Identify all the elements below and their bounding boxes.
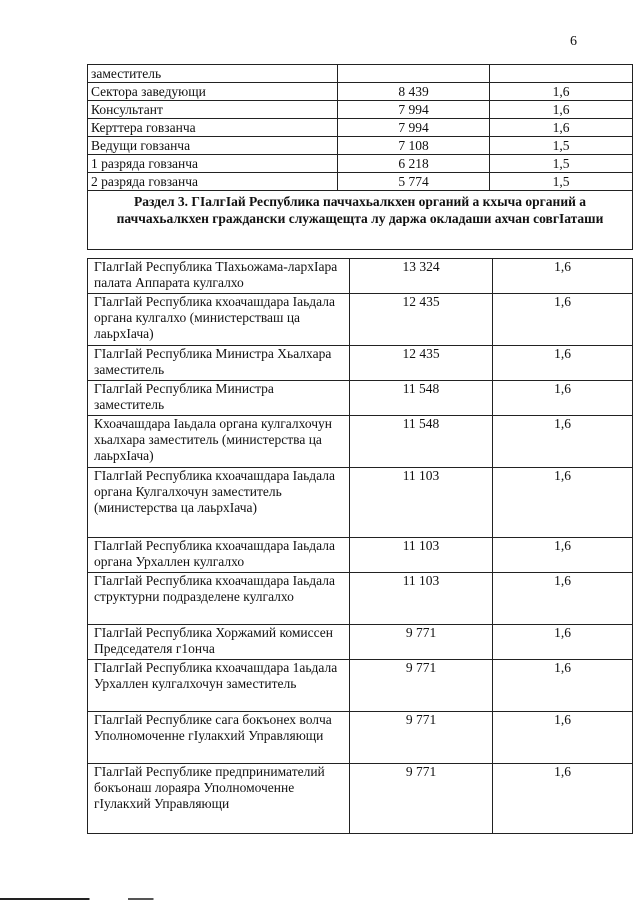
table-row bbox=[88, 468, 633, 538]
salary-cell: 12 435 bbox=[350, 294, 493, 346]
coefficient-cell: 1,5 bbox=[490, 155, 633, 173]
table-row bbox=[88, 712, 633, 764]
position-name-cell: ГIалгIай Республика кхоачашдара Iаьдала органа Урхаллен кулгалхо bbox=[88, 538, 350, 573]
coefficient-cell: 1,6 bbox=[493, 538, 633, 573]
salary-cell: 7 994 bbox=[338, 101, 490, 119]
salary-cell: 7 994 bbox=[338, 119, 490, 137]
position-name-cell: Ведущи говзанча bbox=[88, 137, 338, 155]
coefficient-cell: 1,6 bbox=[493, 381, 633, 416]
position-name-cell: ГIалгIай Республика кхоачашдара 1аьдала Урхаллен кулгалхочун заместитель bbox=[88, 660, 350, 712]
position-name-cell: ГIалгIай Республика кхоачашдара Iаьдала структурни подразделене кулгалхо bbox=[88, 573, 350, 625]
salary-cell: 11 103 bbox=[350, 468, 493, 538]
salary-cell: 8 439 bbox=[338, 83, 490, 101]
salary-cell: 12 435 bbox=[350, 346, 493, 381]
page-number: 6 bbox=[570, 34, 577, 49]
table-row bbox=[88, 119, 633, 137]
position-name-cell: ГIалгIай Республика ТIахьожама-лархIара палата Аппарата кулгалхо bbox=[88, 259, 350, 294]
position-name-cell: Керттера говзанча bbox=[88, 119, 338, 137]
salary-cell: 11 103 bbox=[350, 538, 493, 573]
table-row bbox=[88, 259, 633, 294]
section-title: Раздел 3. ГIалгIай Республика паччахьалкхен органий а кхыча органий а паччахьалкхен граждански служащещта лу даржа окладаши ахчан совгIаташи bbox=[88, 191, 633, 250]
salary-cell: 6 218 bbox=[338, 155, 490, 173]
table-row bbox=[88, 65, 633, 83]
coefficient-cell bbox=[490, 65, 633, 83]
coefficient-cell: 1,6 bbox=[490, 83, 633, 101]
salary-cell: 7 108 bbox=[338, 137, 490, 155]
position-name-cell: 2 разряда говзанча bbox=[88, 173, 338, 191]
salary-cell: 9 771 bbox=[350, 625, 493, 660]
table-row bbox=[88, 137, 633, 155]
salary-cell: 13 324 bbox=[350, 259, 493, 294]
coefficient-cell: 1,6 bbox=[493, 573, 633, 625]
coefficient-cell: 1,6 bbox=[493, 416, 633, 468]
table-row bbox=[88, 416, 633, 468]
salary-cell: 11 103 bbox=[350, 573, 493, 625]
position-name-cell: ГIалгIай Республика Министра Хьалхара заместитель bbox=[88, 346, 350, 381]
position-name-cell: ГIалгIай Республика Хоржамий комиссен Председателя г1онча bbox=[88, 625, 350, 660]
table-row bbox=[88, 625, 633, 660]
coefficient-cell: 1,5 bbox=[490, 137, 633, 155]
coefficient-cell: 1,6 bbox=[493, 468, 633, 538]
coefficient-cell: 1,6 bbox=[493, 294, 633, 346]
coefficient-cell: 1,6 bbox=[493, 346, 633, 381]
salary-table-top bbox=[87, 64, 633, 250]
table-row bbox=[88, 101, 633, 119]
position-name-cell: Сектора заведующи bbox=[88, 83, 338, 101]
coefficient-cell: 1,6 bbox=[490, 119, 633, 137]
coefficient-cell: 1,6 bbox=[493, 660, 633, 712]
salary-cell: 9 771 bbox=[350, 660, 493, 712]
table-row bbox=[88, 294, 633, 346]
position-name-cell: ГIалгIай Республике предпринимателий бокъонаш лораяра Уполномоченне гIулакхий Управляющи bbox=[88, 764, 350, 834]
position-name-cell: заместитель bbox=[88, 65, 338, 83]
salary-cell: 9 771 bbox=[350, 712, 493, 764]
salary-cell: 11 548 bbox=[350, 416, 493, 468]
salary-cell: 5 774 bbox=[338, 173, 490, 191]
coefficient-cell: 1,6 bbox=[493, 625, 633, 660]
salary-cell bbox=[338, 65, 490, 83]
table-row bbox=[88, 173, 633, 191]
position-name-cell: Консультант bbox=[88, 101, 338, 119]
salary-cell: 11 548 bbox=[350, 381, 493, 416]
table-row bbox=[88, 660, 633, 712]
position-name-cell: 1 разряда говзанча bbox=[88, 155, 338, 173]
table-row bbox=[88, 155, 633, 173]
table-row bbox=[88, 83, 633, 101]
coefficient-cell: 1,6 bbox=[493, 764, 633, 834]
scan-edge-artifact bbox=[0, 898, 640, 900]
coefficient-cell: 1,6 bbox=[493, 712, 633, 764]
position-name-cell: ГIалгIай Республике сага бокъонех волча Уполномоченне гIулакхий Управляющи bbox=[88, 712, 350, 764]
table-row bbox=[88, 346, 633, 381]
position-name-cell: ГIалгIай Республика кхоачашдара Iаьдала органа Кулгалхочун заместитель (министерства ца лаьрхIача) bbox=[88, 468, 350, 538]
coefficient-cell: 1,6 bbox=[493, 259, 633, 294]
table-row bbox=[88, 538, 633, 573]
table-row bbox=[88, 764, 633, 834]
position-name-cell: ГIалгIай Республика Министра заместитель bbox=[88, 381, 350, 416]
table-row bbox=[88, 381, 633, 416]
table-row bbox=[88, 573, 633, 625]
position-name-cell: ГIалгIай Республика кхоачашдара Iаьдала органа кулгалхо (министерстваш ца лаьрхIача) bbox=[88, 294, 350, 346]
salary-cell: 9 771 bbox=[350, 764, 493, 834]
coefficient-cell: 1,6 bbox=[490, 101, 633, 119]
salary-table-main bbox=[87, 258, 633, 834]
position-name-cell: Кхоачашдара Iаьдала органа кулгалхочун хьалхара заместитель (министерства ца лаьрхIача) bbox=[88, 416, 350, 468]
section-heading-row bbox=[88, 191, 633, 250]
coefficient-cell: 1,5 bbox=[490, 173, 633, 191]
